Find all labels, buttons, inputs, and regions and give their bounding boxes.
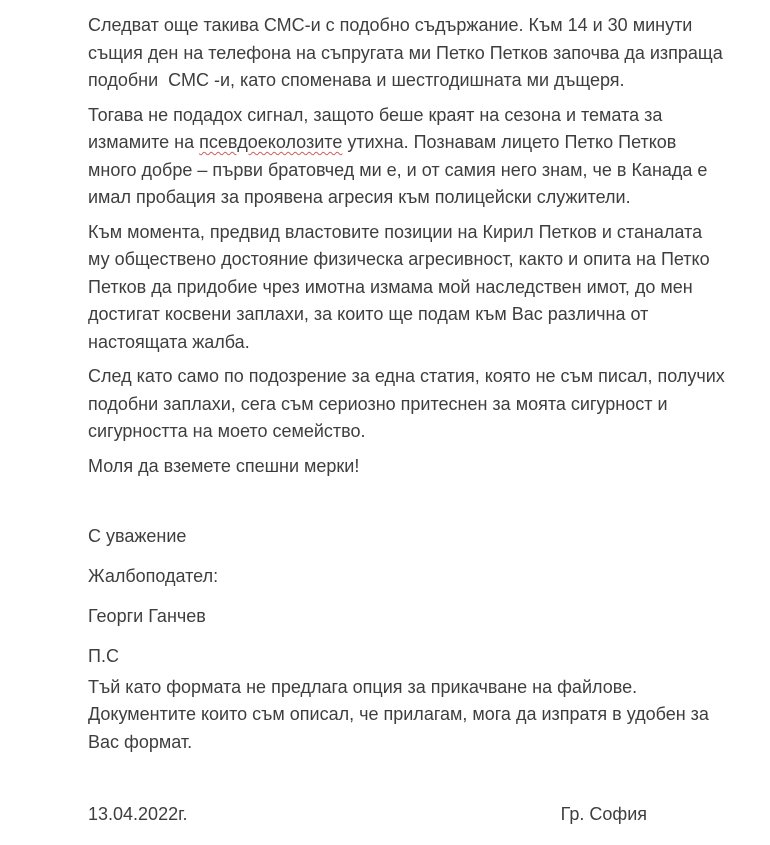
date-text: 13.04.2022г. — [88, 804, 188, 824]
text-line: Вас формат. — [88, 731, 193, 752]
text-line: подобни СМС -и, като споменава и шестгодишната ми дъщеря. — [88, 70, 625, 90]
paragraph-current-threats — [88, 219, 770, 357]
text-line: същия ден на телефона на съпругата ми Петко Петков започва да изпраща — [88, 42, 723, 63]
city-text: Гр. София — [560, 804, 647, 824]
text-line: Документите които съм описал, че прилагам, мога да изпратя в удобен за — [88, 704, 709, 724]
paragraph-no-signal — [88, 102, 770, 212]
text-line: Петков да придобие чрез имотна измама мой наследствен имот, до мен — [88, 276, 693, 297]
closing-block — [88, 523, 770, 671]
text-line: много добре – първи братовчед ми е, и от самия него знам, че в Канада е — [88, 159, 708, 180]
footer-row — [88, 801, 647, 829]
text-line: Тъй като формата не предлага опция за прикачване на файлове. — [88, 676, 638, 697]
complainant-name: Георги Ганчев — [88, 606, 206, 626]
text-line: След като само по подозрение за една статия, която не съм писал, получих — [88, 366, 725, 386]
closing-regards: С уважение — [88, 526, 187, 546]
text-line: Моля да вземете спешни мерки! — [88, 455, 360, 476]
text-line: имал пробация за проявена агресия към полицейски служители. — [88, 187, 631, 207]
text-line: сигурността на моето семейство. — [88, 421, 366, 441]
paragraph-concern — [88, 363, 770, 446]
text-line: подобни заплахи, сега съм сериозно притеснен за моята сигурност и — [88, 393, 668, 414]
text-line — [88, 129, 770, 157]
ps-label: П.С — [88, 646, 119, 666]
text-line: Следват още такива СМС-и с подобно съдържание. Към 14 и 30 минути — [88, 15, 693, 35]
text-line: Тогава не подадох сигнал, защото беше краят на сезона и темата за — [88, 104, 663, 125]
text-segment: утихна. Познавам лицето Петко Петков — [342, 132, 677, 152]
text-segment: измамите на — [88, 132, 200, 152]
complainant-label: Жалбоподател: — [88, 566, 219, 586]
text-line: настоящата жалба. — [88, 331, 250, 352]
paragraph-appeal — [88, 453, 770, 481]
text-line: достигат косвени заплахи, за които ще подам към Вас различна от — [88, 304, 649, 324]
text-line: Към момента, предвид властовите позиции на Кирил Петков и станалата — [88, 221, 703, 242]
paragraph-sms-content — [88, 12, 770, 95]
misspelled-word: псевдоеколозите — [199, 132, 343, 152]
text-line: му обществено достояние физическа агресивност, както и опита на Петко — [88, 249, 710, 269]
paragraph-ps — [88, 674, 770, 757]
